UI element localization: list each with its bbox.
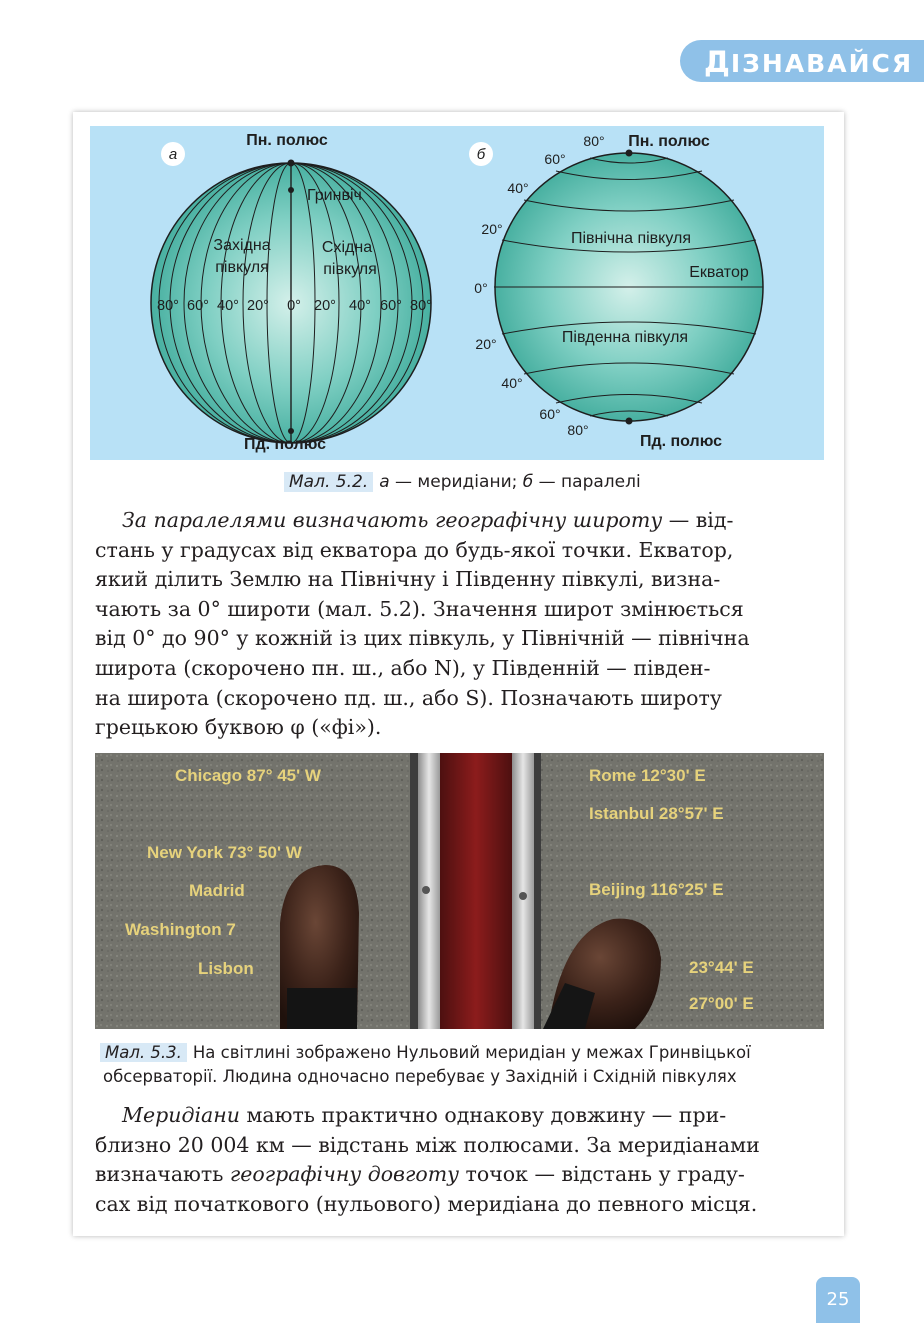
longitude-labels — [157, 298, 432, 314]
paragraph-line — [95, 1101, 825, 1131]
paragraph-line: грецькою буквою φ («фі»). — [95, 715, 382, 740]
paragraph-line: сах від початкового (нульового) меридіана до певного місця. — [95, 1191, 758, 1216]
city-label: Istanbul 28°57' E — [589, 804, 724, 823]
panel-a-letter: а — [168, 146, 178, 163]
line-text: точок — відстань у граду- — [459, 1162, 745, 1187]
north-pole-label-b: Пн. полюс — [628, 133, 710, 150]
paragraph-line: від 0° до 90° у кожній із цих півкуль, у Північній — північна — [95, 626, 750, 651]
caption-line: обсерваторії. Людина одночасно перебуває у Західній і Східній півкулях — [103, 1067, 737, 1086]
longitude-label: 20° — [314, 298, 336, 314]
longitude-label: 40° — [217, 298, 239, 314]
south-hemisphere-label: Південна півкуля — [561, 329, 689, 346]
line-text: визначають — [95, 1162, 230, 1187]
latitude-label: 80° — [583, 133, 605, 149]
longitude-label: 80° — [157, 298, 179, 314]
city-label: 27°00' E — [689, 994, 754, 1013]
globe-parallels — [494, 150, 763, 425]
south-pole-label-a: Пд. полюс — [243, 436, 327, 453]
longitude-label: 0° — [287, 298, 301, 314]
latitude-label: 40° — [501, 375, 523, 391]
west-hemisphere-label-2: півкуля — [215, 259, 269, 276]
east-hemisphere-label-2: півкуля — [323, 261, 377, 278]
line-text: — від- — [662, 508, 734, 532]
longitude-label: 80° — [410, 298, 432, 314]
north-hemisphere-label: Північна півкуля — [570, 230, 692, 247]
caption-label: Мал. 5.3. — [100, 1043, 187, 1062]
caption-b-text: — паралелі — [533, 472, 641, 492]
caption-text: На світлині зображено Нульовий меридіан у межах Гринвіцької — [192, 1043, 751, 1062]
paragraph-line: який ділить Землю на Північну і Південну півкулі, визна- — [95, 567, 721, 592]
caption-line — [100, 1041, 827, 1065]
italic-term: географічну довготу — [229, 1162, 460, 1187]
section-tab-label: ДІЗНАВАЙСЯ — [704, 45, 914, 79]
paragraph-line — [95, 1160, 825, 1190]
north-pole-label-a: Пн. полюс — [246, 132, 328, 149]
paragraph-line: на широта (скорочено пд. ш., або S). Позначають широту — [95, 685, 722, 710]
caption-figure-5-2 — [284, 470, 641, 494]
paragraph-line: близно 20 004 км — відстань між полюсами. За меридіанами — [95, 1132, 760, 1157]
italic-term: За паралелями визначають географічну широту — [122, 508, 663, 532]
city-label: 23°44' E — [689, 958, 754, 977]
south-pole-label-b: Пд. полюс — [639, 433, 723, 450]
longitude-label: 40° — [349, 298, 371, 314]
paragraph-line: стань у градусах від екватора до будь-якої точки. Екватор, — [95, 537, 734, 562]
paragraph-line: широта (скорочено пн. ш., або N), у Південній — півден- — [95, 655, 711, 680]
city-label: Lisbon — [198, 959, 254, 978]
caption-b-letter: б — [522, 472, 534, 492]
paragraph-line — [95, 506, 825, 536]
latitude-label: 20° — [481, 221, 503, 237]
greenwich-label: Гринвіч — [307, 187, 362, 204]
west-hemisphere-label-1: Західна — [213, 237, 271, 254]
paragraph-latitude — [95, 506, 825, 743]
latitude-label: 0° — [474, 280, 488, 296]
latitude-label: 40° — [507, 180, 529, 196]
latitude-label: 20° — [475, 336, 497, 352]
caption-a-text: — меридіани; — [389, 472, 523, 492]
panel-b-letter: б — [476, 146, 486, 163]
caption-a-letter: а — [379, 472, 390, 492]
paragraph-line: чають за 0° широти (мал. 5.2). Значення широт змінюється — [95, 596, 744, 621]
equator-label: Екватор — [689, 264, 749, 281]
longitude-label: 60° — [187, 298, 209, 314]
paragraph-longitude — [95, 1101, 825, 1219]
longitude-label: 60° — [380, 298, 402, 314]
east-hemisphere-label-1: Східна — [321, 239, 373, 256]
line-text: мають практично однакову довжину — при- — [239, 1103, 727, 1127]
city-label: Beijing 116°25' E — [589, 880, 724, 899]
city-label: New York 73° 50' W — [147, 843, 302, 862]
city-label: Madrid — [189, 881, 245, 900]
figure-5-2 — [90, 126, 824, 460]
prime-meridian-photo — [95, 753, 824, 1029]
latitude-label: 60° — [539, 406, 561, 422]
page-number: 25 — [816, 1277, 860, 1323]
left-shoe — [280, 865, 359, 1029]
latitude-label: 60° — [544, 151, 566, 167]
caption-figure-5-3 — [100, 1041, 827, 1089]
city-label: Washington 7 — [125, 920, 236, 939]
globes-illustration — [90, 126, 824, 460]
italic-term: Меридіани — [122, 1103, 240, 1127]
latitude-label: 80° — [567, 422, 589, 438]
city-label: Chicago 87° 45' W — [175, 766, 321, 785]
caption-label: Мал. 5.2. — [284, 472, 373, 492]
longitude-label: 20° — [247, 298, 269, 314]
city-label: Rome 12°30' E — [589, 766, 706, 785]
